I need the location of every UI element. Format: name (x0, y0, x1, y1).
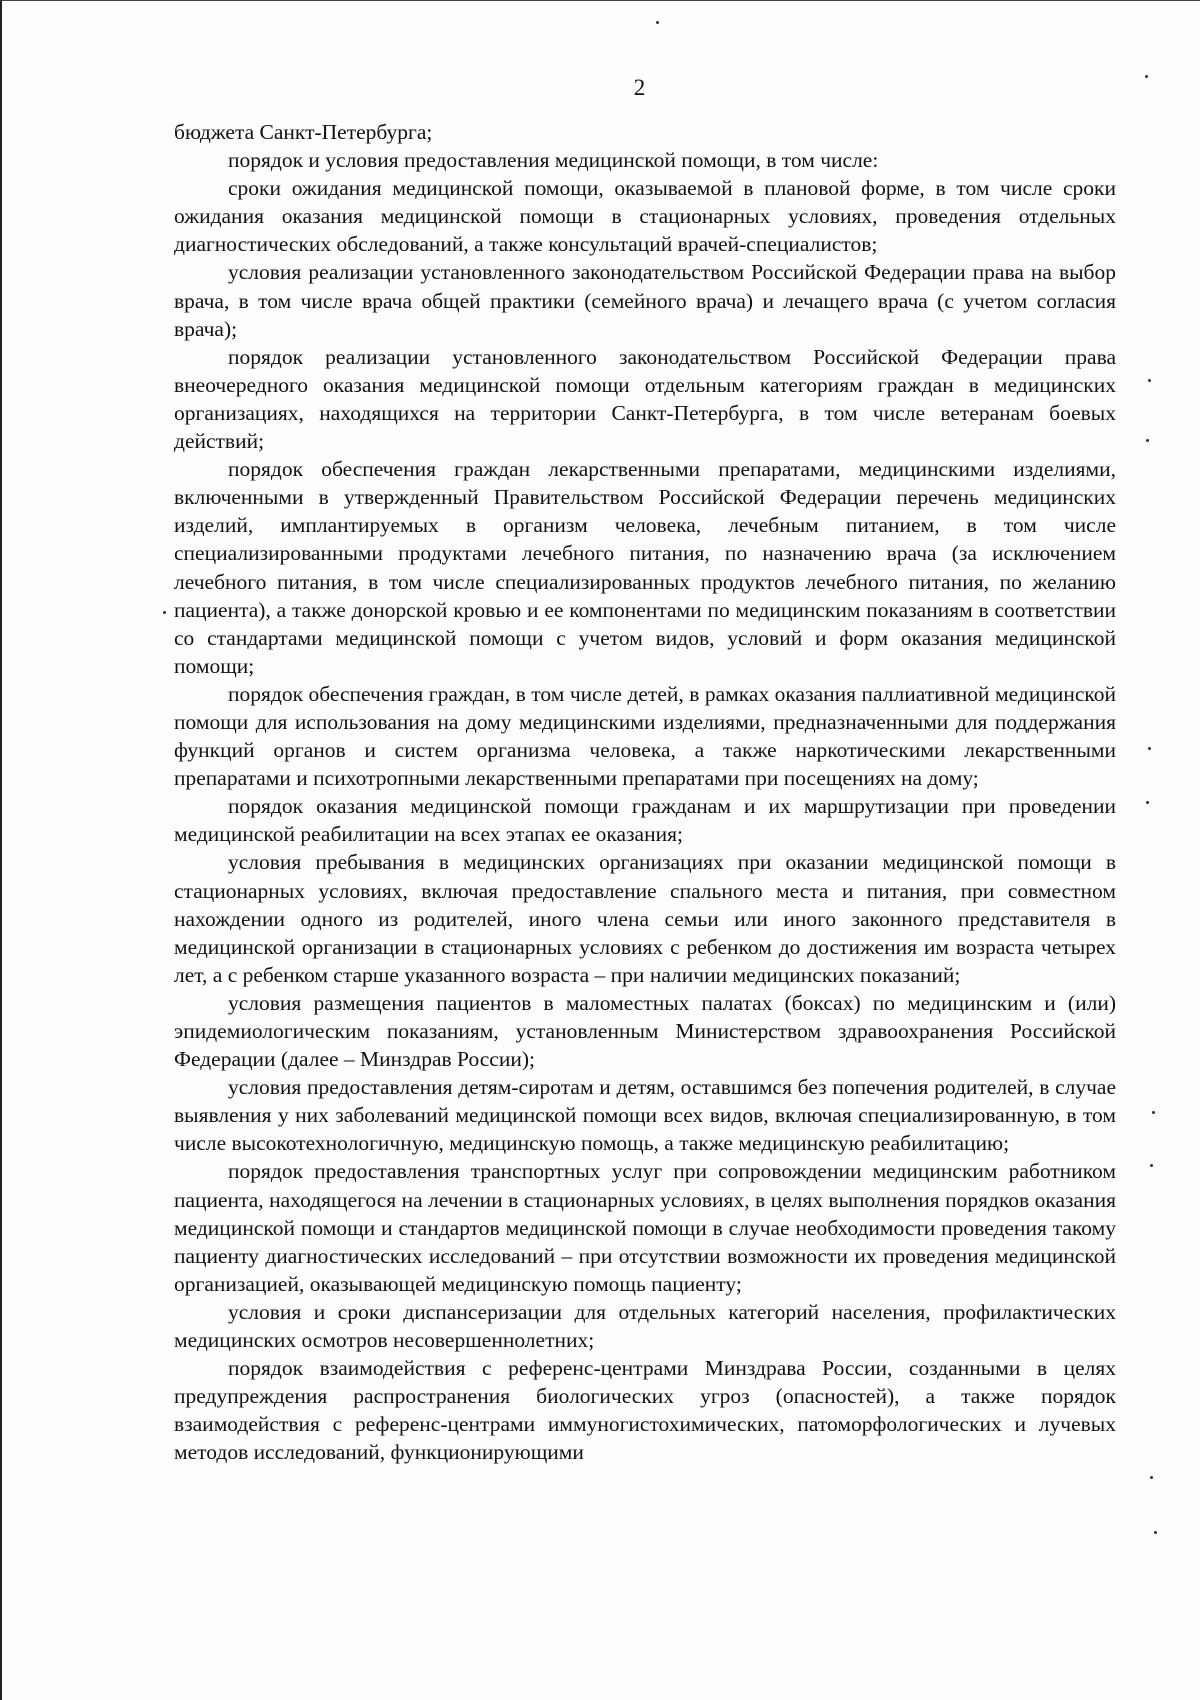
document-body (174, 118, 1116, 1467)
paragraph: условия размещения пациентов в маломестных палатах (боксах) по медицинским и (или) эпидемиологическим показаниям, установленным Министерством здравоохранения Российской Федерации (далее – Минздрав России); (174, 990, 1116, 1072)
scan-speck (1145, 75, 1148, 78)
paragraph: порядок реализации установленного законодательством Российской Федерации права внеочередного оказания медицинской помощи отдельным категориям граждан в медицинских организациях, находящихся на территории Санкт-Петербурга, в том числе ветеранам боевых действий; (174, 344, 1116, 454)
paragraph: сроки ожидания медицинской помощи, оказываемой в плановой форме, в том числе сроки ожидания оказания медицинской помощи в стационарных условиях, проведения отдельных диагностических обследований, а также консультаций врачей-специалистов; (174, 176, 1116, 257)
scan-speck (1148, 747, 1151, 750)
scan-speck (1150, 1476, 1153, 1479)
paragraph: порядок предоставления транспортных услуг при сопровождении медицинским работником пациента, находящегося на лечении в стационарных условиях, в целях выполнения порядков оказания медицинской помощи и стандартов медицинской помощи в случае необходимости проведения такому пациенту диагностических исследований – при отсутствии возможности их проведения медицинской организацией, оказывающей медицинскую помощь пациенту; (174, 1159, 1116, 1296)
page-number: 2 (633, 75, 646, 100)
scan-speck (656, 21, 659, 24)
paragraph: условия и сроки диспансеризации для отдельных категорий населения, профилактических медицинских осмотров несовершеннолетних; (174, 1299, 1116, 1353)
scan-speck (1146, 439, 1149, 442)
paragraph: порядок обеспечения граждан, в том числе детей, в рамках оказания паллиативной медицинской помощи для использования на дому медицинскими изделиями, предназначенными для поддержания функций органов и систем организма человека, а также наркотическими лекарственными препаратами и психотропными лекарственными препаратами при посещениях на дому; (174, 681, 1116, 791)
paragraph: бюджета Санкт-Петербурга; (174, 120, 433, 144)
paragraph: порядок обеспечения граждан лекарственными препаратами, медицинскими изделиями, включенными в утвержденный Правительством Российской Федерации перечень медицинских изделий, имплантируемых в организм человека, лечебным питанием, в том числе специализированными продуктами лечебного питания, по назначению врача (за исключением лечебного питания, в том числе специализированных продуктов лечебного питания, по желанию пациента), а также донорской кровью и ее компонентами по медицинским показаниям в соответствии со стандартами медицинской помощи с учетом видов, условий и форм оказания медицинской помощи; (174, 457, 1116, 678)
scan-speck (163, 611, 166, 614)
paragraph: условия реализации установленного законодательством Российской Федерации права на выбор врача, в том числе врача общей практики (семейного врача) и лечащего врача (с учетом согласия врача); (174, 260, 1116, 341)
paragraph: порядок оказания медицинской помощи гражданам и их маршрутизации при проведении медицинской реабилитации на всех этапах ее оказания; (174, 794, 1116, 847)
paragraph: порядок взаимодействия с референс-центрами Минздрава России, созданными в целях предупреждения распространения биологических угроз (опасностей), а также порядок взаимодействия с референс-центрами иммуногистохимических, патоморфологических и лучевых методов исследований, функционирующими (174, 1356, 1116, 1465)
paragraph: условия предоставления детям-сиротам и детям, оставшимся без попечения родителей, в случае выявления у них заболеваний медицинской помощи всех видов, включая специализированную, в том числе высокотехнологичную, медицинскую помощь, а также медицинскую реабилитацию; (174, 1075, 1116, 1156)
scan-speck (1150, 1164, 1153, 1167)
scan-speck (1152, 1111, 1155, 1114)
paragraph: условия пребывания в медицинских организациях при оказании медицинской помощи в стационарных условиях, включая предоставление спального места и питания, при совместном нахождении одного из родителей, иного члена семьи или иного законного представителя в медицинской организации в стационарных условиях с ребенком до достижения им возраста четырех лет, а с ребенком старше указанного возраста – при наличии медицинских показаний; (174, 850, 1116, 987)
paragraph: порядок и условия предоставления медицинской помощи, в том числе: (228, 148, 879, 173)
scan-speck (1154, 1531, 1157, 1534)
scan-speck (1148, 379, 1151, 382)
scan-speck (1146, 801, 1149, 804)
